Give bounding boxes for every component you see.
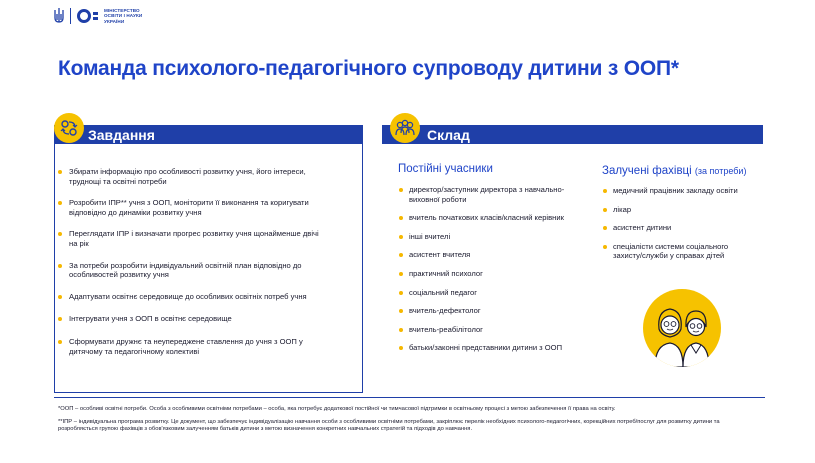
list-item: батьки/законні представники дитини з ООП (399, 343, 589, 353)
tasks-header (54, 125, 363, 144)
footer-divider (54, 397, 765, 398)
list-item: Збирати інформацію про особливості розвитку учня, його інтереси, труднощі та освітні потреби (58, 167, 328, 186)
footnote-oop: *ООП – особливі освітні потреби. Особа з особливими освітніми потребами – особа, яка потребує додаткової постійної чи тимчасової підтримки в освітньому процесі з метою забезпечення її права на освіту. (58, 406, 616, 412)
list-item: директор/заступник директора з навчально-виховної роботи (399, 185, 589, 204)
list-item: Переглядати ІПР і визначати прогрес розвитку учня щонайменше двічі на рік (58, 229, 328, 248)
composition-header (382, 125, 763, 144)
list-item: Адаптувати освітнє середовище до особливих освітніх потреб учня (58, 292, 328, 302)
footnote-ipr: **ІПР – індивідуальна програма розвитку. Це документ, що забезпечує індивідуалізацію навчання особи з особливими освітніми потребами, закріплює перелік необхідних психолого-педагогічних, корекційних потреб/послуг для розвитку дитини та розробляється групою фахівців з обов'язковим залученням батьків дитини з метою визначення конкретних навчальних стратегій та підходів до навчання. (58, 419, 720, 433)
list-item: соціальний педагог (399, 288, 589, 298)
list-item: Розробити ІПР** учня з ООП, моніторити її виконання та коригувати відповідно до динаміки розвитку учня (58, 198, 328, 217)
logo-text (104, 8, 142, 24)
list-item: асистент вчителя (399, 250, 589, 260)
gears-arrows-icon (54, 113, 84, 143)
list-item: асистент дитини (603, 223, 753, 233)
team-people-icon (390, 113, 420, 143)
tasks-heading: Завдання (88, 126, 155, 143)
list-item: практичний психолог (399, 269, 589, 279)
list-item: інші вчителі (399, 232, 589, 242)
list-item: вчитель-реабілітолог (399, 325, 589, 335)
list-item: лікар (603, 205, 753, 215)
list-item: Інтегрувати учня з ООП в освітнє середовище (58, 314, 328, 324)
involved-specialists-list (603, 186, 753, 261)
moe-mark-icon (77, 9, 98, 23)
list-item: вчитель-дефектолог (399, 306, 589, 316)
list-item: За потреби розробити індивідуальний освітній план відповідно до особливостей розвитку учня (58, 261, 328, 280)
list-item: вчитель початкових класів/класний керівник (399, 213, 589, 223)
page-title: Команда психолого-педагогічного супроводу дитини з ООП* (58, 57, 679, 80)
logo-line-2: ОСВІТИ І НАУКИ (104, 13, 143, 19)
tasks-list (58, 167, 328, 356)
ministry-logo (54, 8, 142, 24)
list-item: спеціалісти системи соціального захисту/служби у справах дітей (603, 242, 753, 261)
permanent-members-heading: Постійні учасники (398, 163, 493, 175)
logo-divider (70, 8, 71, 24)
list-item: медичний працівник закладу освіти (603, 186, 753, 196)
involved-heading-note: (за потреби) (694, 166, 747, 176)
trident-icon (54, 8, 64, 24)
specialists-illustration (643, 289, 721, 367)
logo-line-3: УКРАЇНИ (104, 18, 125, 24)
composition-heading: Склад (427, 126, 470, 143)
involved-specialists-heading (602, 165, 746, 177)
logo-line-1: МІНІСТЕРСТВО (104, 8, 140, 13)
involved-heading-text: Залучені фахівці (602, 165, 692, 177)
permanent-members-list (399, 185, 589, 353)
list-item: Сформувати дружнє та неупереджене ставлення до учня з ООП у дитячому та педагогічному колективі (58, 337, 328, 356)
